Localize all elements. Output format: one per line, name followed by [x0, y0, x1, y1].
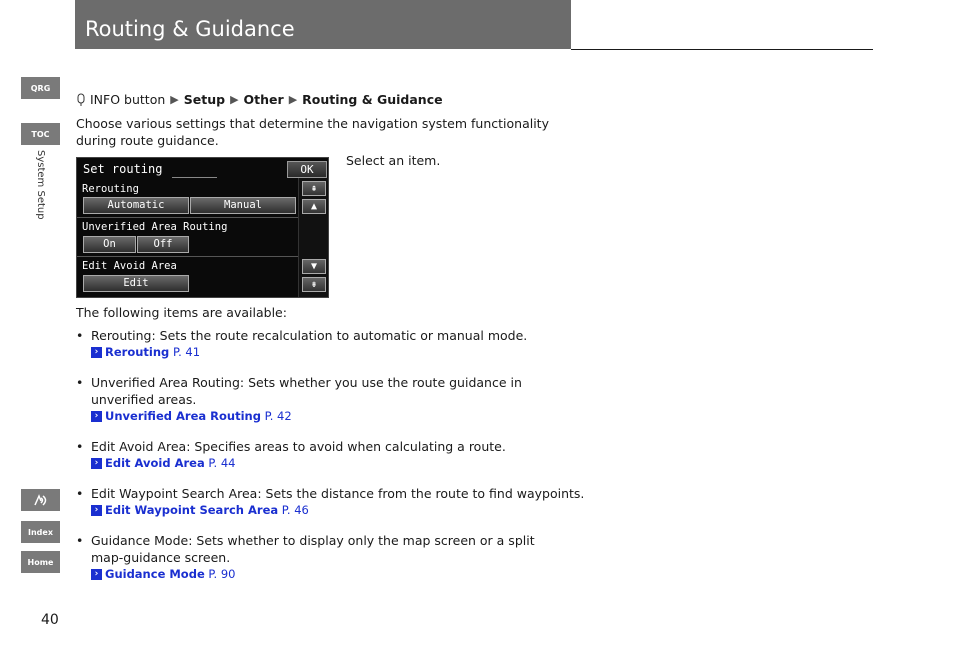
cross-reference-link[interactable]	[91, 344, 576, 361]
title-underline	[172, 177, 217, 178]
manual-button[interactable]: Manual	[190, 197, 296, 214]
breadcrumb-start: INFO button	[90, 92, 166, 107]
cross-reference-link[interactable]	[91, 408, 576, 425]
list-item	[76, 374, 576, 425]
bullet: •	[76, 328, 84, 343]
breadcrumb-step: Routing & Guidance	[302, 92, 443, 107]
avoid-area-label: Edit Avoid Area	[82, 260, 177, 272]
link-text: Rerouting	[105, 345, 170, 359]
toc-tab[interactable]: TOC	[21, 123, 60, 145]
link-page: P. 42	[264, 409, 292, 423]
rerouting-label: Rerouting	[82, 183, 139, 195]
scroll-bottom-icon[interactable]: ⇟	[302, 277, 326, 292]
link-arrow-icon: ›	[91, 347, 102, 358]
header-rule	[571, 49, 873, 50]
breadcrumb	[76, 92, 443, 107]
scroll-bar	[298, 178, 328, 298]
link-text: Guidance Mode	[105, 567, 205, 581]
item-desc: : Sets whether you use the route guidance in unverified areas.	[91, 375, 522, 407]
scroll-top-icon[interactable]: ⇞	[302, 181, 326, 196]
section-label: System Setup	[35, 150, 46, 220]
bullet: •	[76, 486, 84, 501]
item-desc: : Sets the distance from the route to find waypoints.	[257, 486, 585, 501]
ok-button[interactable]: OK	[287, 161, 327, 178]
home-tab[interactable]: Home	[21, 551, 60, 573]
automatic-button[interactable]: Automatic	[83, 197, 189, 214]
cross-reference-link[interactable]	[91, 455, 576, 472]
scroll-down-icon[interactable]: ▼	[302, 259, 326, 274]
unverified-label: Unverified Area Routing	[82, 221, 228, 233]
bullet: •	[76, 533, 84, 548]
link-page: P. 44	[208, 456, 236, 470]
link-text: Edit Avoid Area	[105, 456, 205, 470]
scroll-up-icon[interactable]: ▲	[302, 199, 326, 214]
list-item	[76, 485, 606, 519]
link-text: Edit Waypoint Search Area	[105, 503, 279, 517]
link-arrow-icon: ›	[91, 411, 102, 422]
on-button[interactable]: On	[83, 236, 136, 253]
page-number: 40	[41, 612, 59, 628]
link-page: P. 90	[208, 567, 236, 581]
link-text: Unverified Area Routing	[105, 409, 261, 423]
divider	[77, 256, 298, 257]
item-desc: : Sets the route recalculation to automatic or manual mode.	[151, 328, 528, 343]
divider	[77, 217, 298, 218]
bullet: •	[76, 439, 84, 454]
voice-command-icon	[33, 493, 49, 507]
item-name: Guidance Mode	[91, 533, 189, 548]
breadcrumb-arrow-icon: ▶	[288, 93, 298, 106]
link-page: P. 41	[172, 345, 201, 359]
link-arrow-icon: ›	[91, 505, 102, 516]
list-item	[76, 327, 576, 361]
item-name: Unverified Area Routing	[91, 375, 240, 390]
item-desc: : Specifies areas to avoid when calculating a route.	[186, 439, 506, 454]
item-name: Edit Waypoint Search Area	[91, 486, 258, 501]
breadcrumb-arrow-icon: ▶	[230, 93, 239, 106]
link-arrow-icon: ›	[91, 458, 102, 469]
header-bar	[75, 0, 571, 49]
off-button[interactable]: Off	[137, 236, 189, 253]
item-name: Rerouting	[91, 328, 152, 343]
link-page: P. 46	[281, 503, 309, 517]
select-item-caption: Select an item.	[346, 153, 441, 168]
voice-command-tab[interactable]	[21, 489, 60, 511]
cross-reference-link[interactable]	[91, 502, 606, 519]
qrg-tab[interactable]: QRG	[21, 77, 60, 99]
cross-reference-link[interactable]	[91, 566, 556, 583]
link-arrow-icon: ›	[91, 569, 102, 580]
breadcrumb-arrow-icon: ▶	[170, 93, 179, 106]
page-title: Routing & Guidance	[85, 17, 295, 41]
index-tab[interactable]: Index	[21, 521, 60, 543]
breadcrumb-step: Other	[243, 92, 284, 107]
list-item	[76, 532, 556, 583]
screen-title: Set routing	[83, 162, 163, 176]
bullet: •	[76, 375, 84, 390]
list-item	[76, 438, 576, 472]
intro-text: Choose various settings that determine the navigation system functionality during route guidance.	[76, 116, 549, 148]
info-button-icon	[76, 93, 86, 107]
following-text: The following items are available:	[76, 305, 287, 320]
breadcrumb-step: Setup	[183, 92, 226, 107]
navigation-screen	[76, 157, 329, 298]
item-name: Edit Avoid Area	[91, 439, 187, 454]
edit-button[interactable]: Edit	[83, 275, 189, 292]
item-desc: : Sets whether to display only the map screen or a split map-guidance screen.	[91, 533, 535, 565]
